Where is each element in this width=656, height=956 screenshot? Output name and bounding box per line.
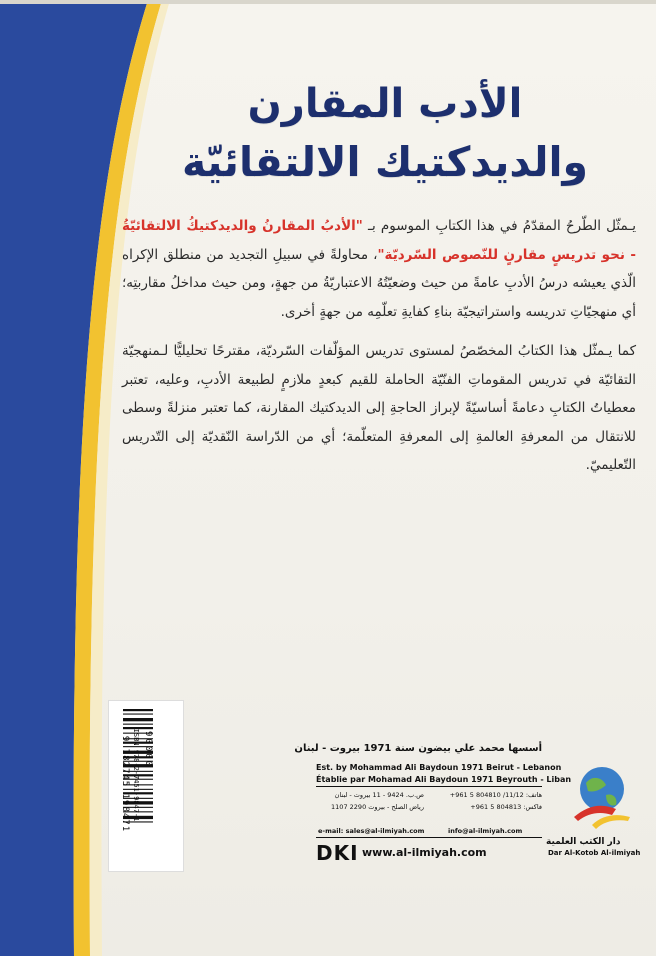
barcode-addon: 90000 (143, 731, 153, 769)
blurb-text: ، محاولةً في سبيلِ التجديد من منطلق الإكراه الّذي يعيشه درسُ الأدبِ عامةً من حيث وضعيّتُهُ الاعتباريّةُ من جهةٍ، ومن حيث مداخلُ مقاربتِه؛ أي منهجيّاتِ تدريسه واستراتيجيّة بناءِ كفايةِ تعلّمِه من جهةٍ أخرى. (122, 246, 636, 320)
publisher-founded-fr: Établie par Mohamad Ali Baydoun 1971 Beyrouth - Liban (316, 775, 572, 784)
publisher-email: e-mail: sales@al-ilmiyah.com (318, 827, 425, 835)
book-subtitle-highlight: "الأدبُ المقارنُ والديدكتيكُ الالتقائيّةُ - نحو تدريسٍ مقارنٍ للنّصوص السّرديّة" (122, 218, 636, 263)
book-title-line1: الأدب المقارن (247, 81, 523, 127)
publisher-fax: فاكس: 804813 5 961+ (470, 803, 542, 811)
publisher-address-2: رياض الصلح - بيروت 2290 1107 (331, 803, 424, 811)
blurb-paragraph-1 (122, 212, 636, 326)
publisher-website: www.al-ilmiyah.com (362, 846, 487, 859)
blurb-text: يـمثّل الطّرحُ المقدّمُ في هذا الكتابِ الموسوم بـ (362, 218, 636, 234)
publisher-block (294, 743, 641, 895)
publisher-info-email: info@al-ilmiyah.com (448, 827, 523, 835)
book-title-line2: والديدكتيك الالتقائيّة (181, 138, 589, 186)
isbn-digits: 9 782745 198471 (120, 735, 130, 833)
blurb-paragraph-2 (122, 337, 636, 480)
publisher-address-1: ص.ب. 9424 - 11 بيروت - لبنان (334, 791, 424, 799)
globe-logo-icon (572, 759, 634, 839)
blurb-text: كما يـمثّل هذا الكتابُ المخصّصُ لمستوى تدريس المؤلّفات السّرديّة، مقترحًا تحليليًّا لـمنهجيّة التقائيّة في تدريس المقوماتِ الفنّيّة الحاملة للقيم كبعدٍ ملازمٍ لطبيعة الأدبِ، وعليه، تعتبر معطياتُ الكتابِ دعامةً أساسيّةً لإبراز الحاجةِ إلى الديدكتيك المقارنة، كما تعتبر منزلةً وسطى للانتقال من المعرفةِ العالمةِ إلى المعرفةِ المتعلّمة؛ أي من الدّراسة النّقديّة إلى التّدريس التّعليميّ. (122, 343, 636, 473)
publisher-founded-en: Est. by Mohammad Ali Baydoun 1971 Beirut - Lebanon (316, 763, 562, 772)
dki-logo: DKI (316, 841, 359, 865)
isbn-label: ISBN 978-2-7451-9847-1 (132, 728, 140, 822)
divider (316, 786, 542, 787)
publisher-founded-ar: أسسها محمد علي بيضون سنة 1971 بيروت - لبنان (294, 743, 542, 754)
publisher-name-en: Dar Al-Kotob Al-ilmiyah (548, 849, 641, 857)
divider (316, 837, 542, 838)
publisher-phone: هاتف: 11/12/ 804810 5 961+ (449, 791, 542, 799)
isbn-barcode (108, 700, 184, 872)
publisher-name-ar: دار الكتب العلمية (546, 837, 621, 847)
